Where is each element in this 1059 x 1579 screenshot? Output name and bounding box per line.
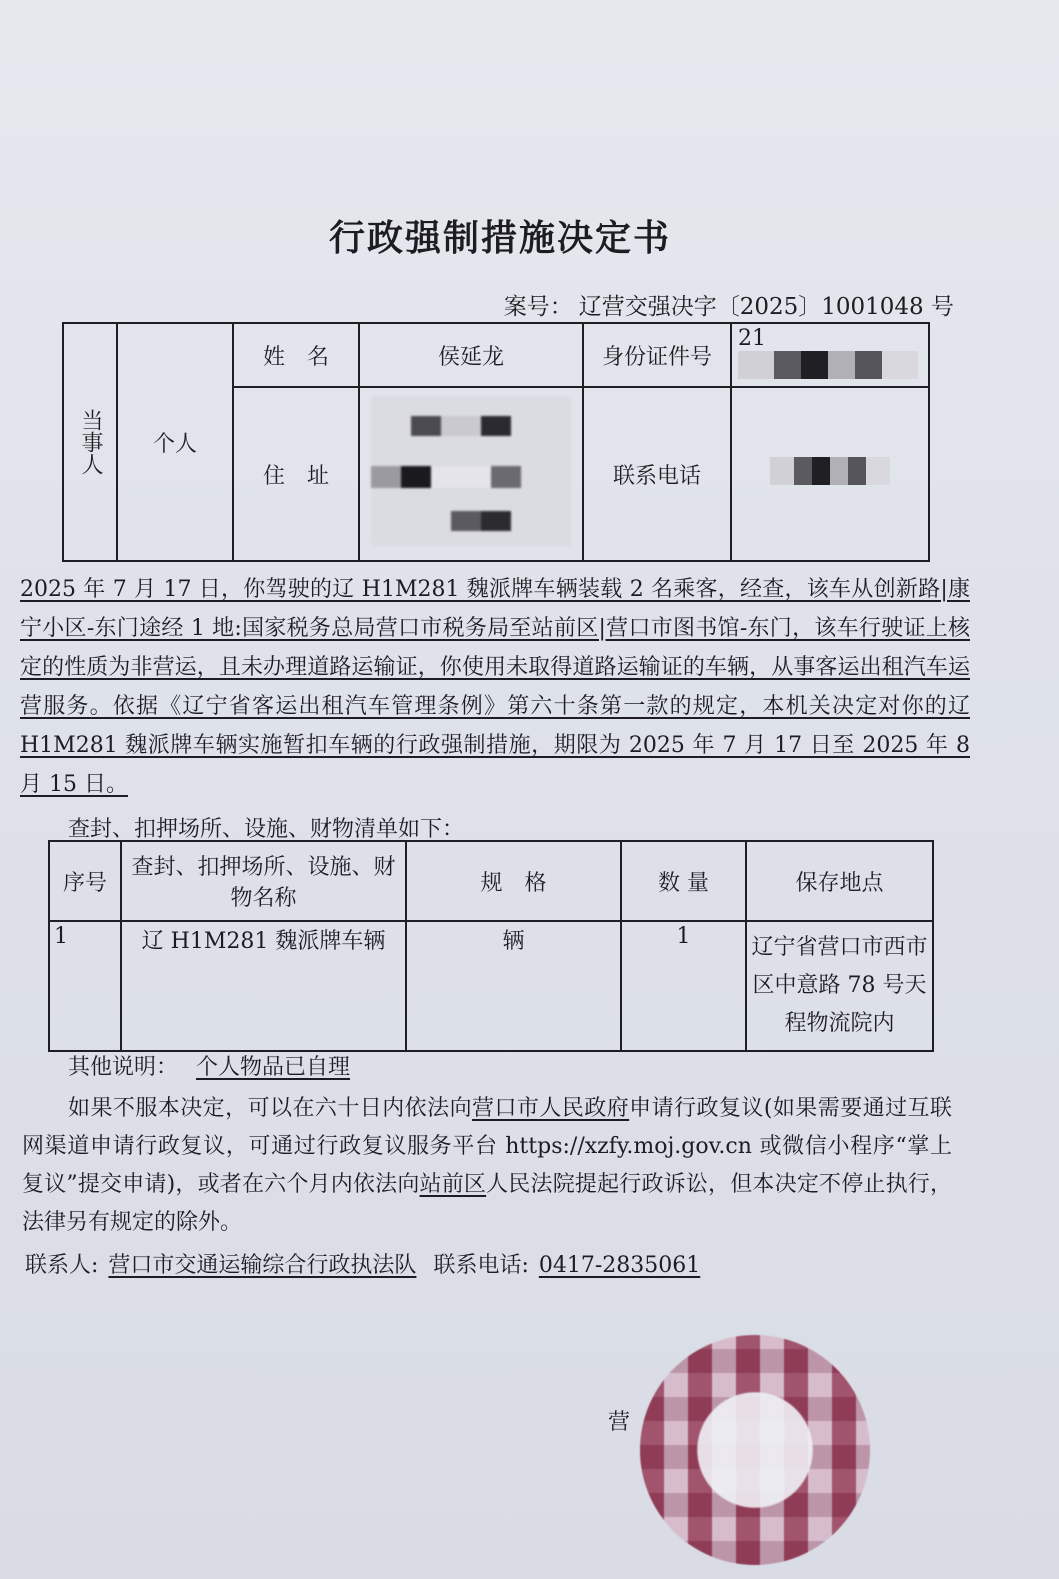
decision-text: 2025 年 7 月 17 日，你驾驶的辽 H1M281 魏派牌车辆装载 2 名乘客，经查，该车从创新路|康宁小区-东门途经 1 地:国家税务总局营口市税务局至站前区|营口市图书馆-东门，该车行驶证上核定的性质为非营运，且未办理道路运输证，你使用未取得道路运输证的车辆，从事客运出租汽车运营服务。依据《辽宁省客运出租汽车管理条例》第六十条第一款的规定，本机关决定对你的辽 H1M281 魏派牌车辆实施暂扣车辆的行政强制措施，期限为 2025 年 7 月 17 日至 2025 年 8 月 15 日。	[20, 577, 970, 797]
party-table	[62, 322, 930, 562]
official-seal-redacted	[640, 1335, 870, 1565]
header-name: 查封、扣押场所、设施、财物名称	[121, 841, 406, 921]
phone-value	[731, 387, 929, 561]
appeal-government: 营口市人民政府	[472, 1096, 630, 1121]
case-number	[504, 288, 954, 321]
goods-header-row	[49, 841, 933, 921]
appeal-paragraph	[22, 1090, 952, 1242]
row-qty: 1	[621, 921, 746, 1051]
party-role-label: 当事人	[63, 323, 117, 561]
appeal-text-3: 人民法院提起行政诉讼，但本决定不停止执行，法律另有规定的除外。	[22, 1172, 952, 1235]
appeal-text-2: 申请行政复议(如果需要通过互联网渠道申请行政复议，可通过行政复议服务平台 https://xzfy.moj.gov.cn 或微信小程序“掌上复议”提交申请)，或者在六个月内依法向	[22, 1096, 952, 1197]
case-number-value: 辽营交强决字〔2025〕1001048 号	[578, 294, 954, 320]
case-number-label: 案号：	[503, 294, 573, 320]
id-redacted	[738, 351, 918, 379]
goods-intro: 查封、扣押场所、设施、财物清单如下：	[68, 817, 465, 842]
address-redacted	[371, 396, 571, 546]
seal-text-fragment: 营	[608, 1410, 631, 1435]
address-value	[359, 387, 583, 561]
name-label: 姓 名	[233, 323, 359, 387]
phone-label: 联系电话	[583, 387, 731, 561]
name-value: 侯延龙	[359, 323, 583, 387]
row-no: 1	[49, 921, 121, 1051]
goods-table	[48, 840, 934, 1052]
contact-phone-label: 联系电话:	[433, 1253, 529, 1278]
contact-phone-value: 0417-2835061	[538, 1253, 701, 1278]
other-label: 其他说明：	[68, 1055, 179, 1080]
other-notes	[68, 1050, 350, 1081]
document-title: 行政强制措施决定书	[328, 218, 671, 259]
decision-paragraph	[20, 570, 970, 804]
appeal-court: 站前区	[419, 1172, 487, 1197]
contact-person-value: 营口市交通运输综合行政执法队	[108, 1253, 417, 1278]
party-type: 个人	[117, 323, 233, 561]
contact-person-label: 联系人:	[25, 1253, 99, 1278]
header-qty: 数 量	[621, 841, 746, 921]
address-label: 住 址	[233, 387, 359, 561]
row-spec: 辆	[406, 921, 621, 1051]
appeal-text-1: 如果不服本决定，可以在六十日内依法向	[68, 1096, 473, 1121]
row-name: 辽 H1M281 魏派牌车辆	[121, 921, 406, 1051]
table-row	[49, 921, 933, 1051]
id-prefix: 21	[738, 325, 766, 351]
other-value: 个人物品已自理	[196, 1055, 351, 1080]
header-no: 序号	[49, 841, 121, 921]
phone-redacted	[770, 457, 890, 485]
contact-line	[25, 1248, 710, 1279]
id-label: 身份证件号	[583, 323, 731, 387]
row-location: 辽宁省营口市西市区中意路 78 号天程物流院内	[746, 921, 933, 1051]
id-value	[731, 323, 929, 387]
header-location: 保存地点	[746, 841, 933, 921]
header-spec: 规 格	[406, 841, 621, 921]
